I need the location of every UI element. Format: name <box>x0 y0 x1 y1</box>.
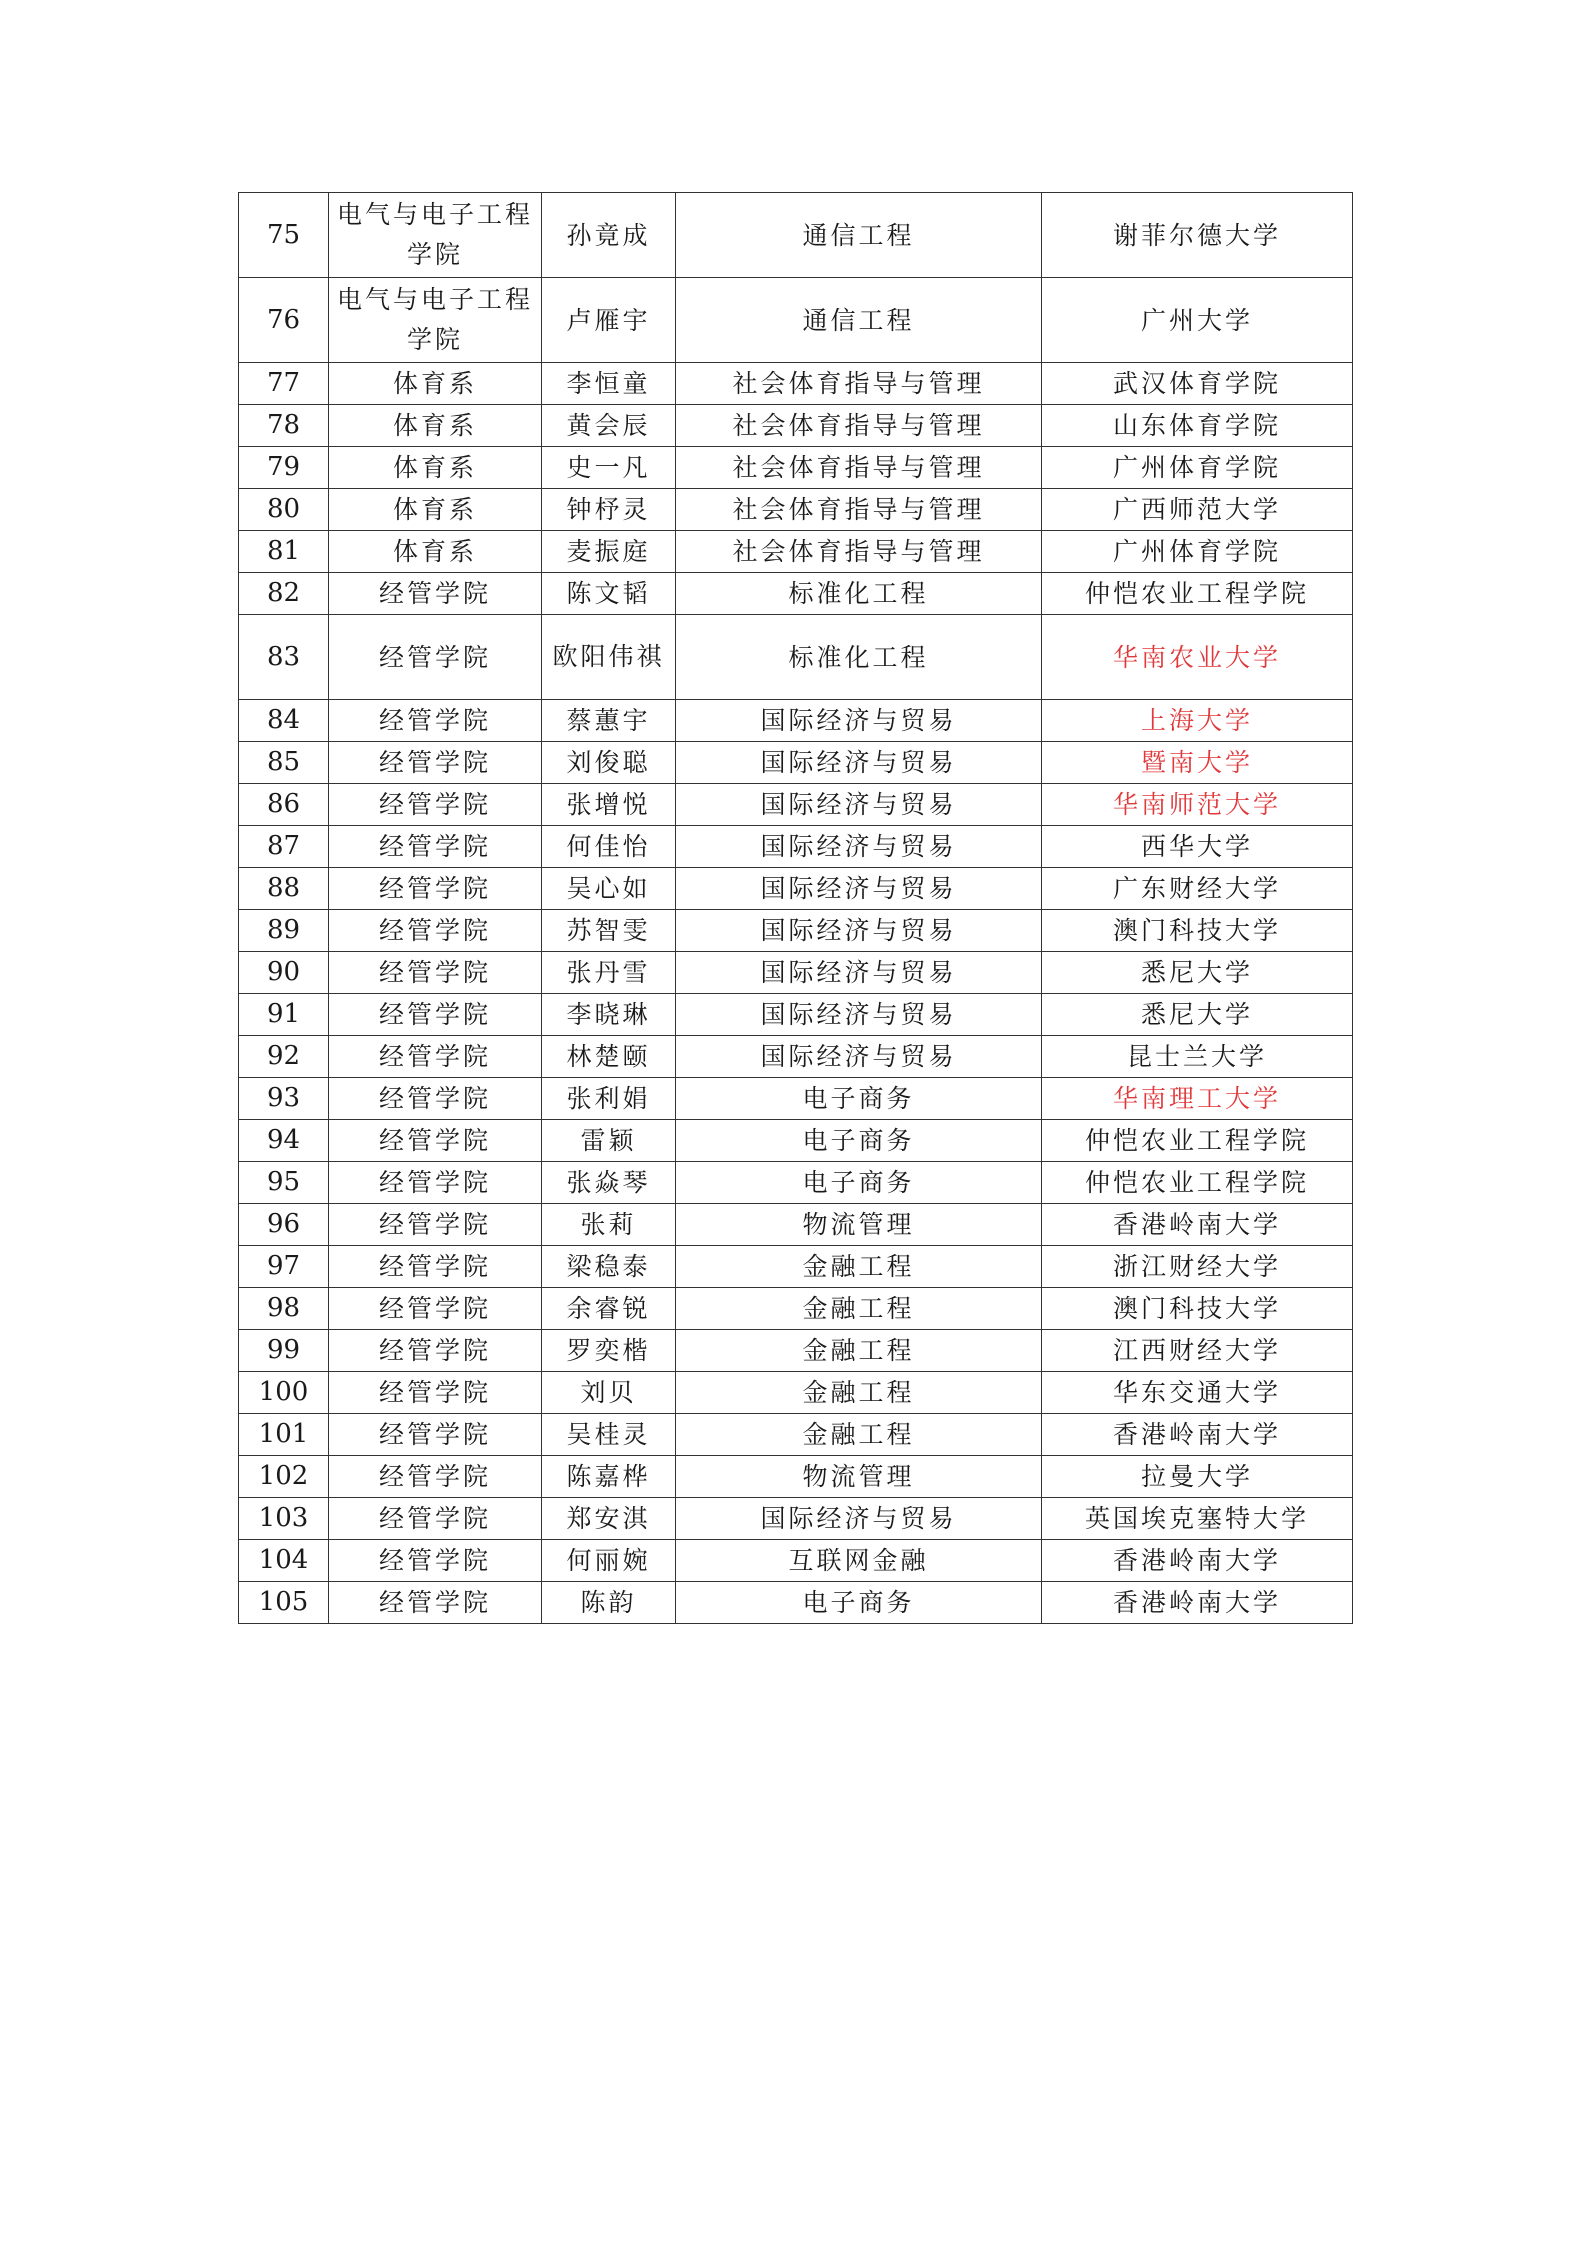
university-cell: 悉尼大学 <box>1042 952 1353 994</box>
table-row <box>239 1204 1353 1246</box>
university-cell: 广州体育学院 <box>1042 447 1353 489</box>
student-name-cell: 刘贝 <box>542 1372 676 1414</box>
student-name-cell: 钟杼灵 <box>542 489 676 531</box>
college-cell: 体育系 <box>329 363 542 405</box>
college-cell: 经管学院 <box>329 1582 542 1624</box>
university-cell: 广州大学 <box>1042 278 1353 363</box>
major-cell: 金融工程 <box>676 1414 1042 1456</box>
table-row <box>239 826 1353 868</box>
major-cell: 社会体育指导与管理 <box>676 405 1042 447</box>
table-row <box>239 1498 1353 1540</box>
row-number-cell: 78 <box>239 405 329 447</box>
table-row <box>239 193 1353 278</box>
table-row <box>239 1582 1353 1624</box>
table-row <box>239 994 1353 1036</box>
major-cell: 通信工程 <box>676 193 1042 278</box>
college-cell: 经管学院 <box>329 1036 542 1078</box>
university-cell: 仲恺农业工程学院 <box>1042 1120 1353 1162</box>
university-cell: 山东体育学院 <box>1042 405 1353 447</box>
major-cell: 国际经济与贸易 <box>676 742 1042 784</box>
university-cell: 拉曼大学 <box>1042 1456 1353 1498</box>
university-cell: 澳门科技大学 <box>1042 910 1353 952</box>
college-cell: 经管学院 <box>329 1288 542 1330</box>
major-cell: 国际经济与贸易 <box>676 868 1042 910</box>
row-number-cell: 76 <box>239 278 329 363</box>
college-cell: 经管学院 <box>329 1498 542 1540</box>
student-name-cell: 张利娟 <box>542 1078 676 1120</box>
major-cell: 国际经济与贸易 <box>676 952 1042 994</box>
major-cell: 金融工程 <box>676 1288 1042 1330</box>
table-row <box>239 531 1353 573</box>
college-cell: 经管学院 <box>329 952 542 994</box>
major-cell: 标准化工程 <box>676 573 1042 615</box>
college-cell: 经管学院 <box>329 1372 542 1414</box>
college-cell: 经管学院 <box>329 784 542 826</box>
student-name-cell: 蔡蕙宇 <box>542 700 676 742</box>
student-name-cell: 何佳怡 <box>542 826 676 868</box>
admission-table <box>238 192 1353 1624</box>
college-cell: 经管学院 <box>329 1078 542 1120</box>
major-cell: 标准化工程 <box>676 615 1042 700</box>
college-cell: 经管学院 <box>329 868 542 910</box>
row-number-cell: 82 <box>239 573 329 615</box>
row-number-cell: 75 <box>239 193 329 278</box>
student-name-cell: 吴心如 <box>542 868 676 910</box>
college-cell: 经管学院 <box>329 742 542 784</box>
major-cell: 电子商务 <box>676 1120 1042 1162</box>
university-cell: 香港岭南大学 <box>1042 1414 1353 1456</box>
row-number-cell: 105 <box>239 1582 329 1624</box>
college-cell: 经管学院 <box>329 1204 542 1246</box>
university-cell: 浙江财经大学 <box>1042 1246 1353 1288</box>
row-number-cell: 98 <box>239 1288 329 1330</box>
major-cell: 互联网金融 <box>676 1540 1042 1582</box>
college-cell: 经管学院 <box>329 1540 542 1582</box>
table-row <box>239 1330 1353 1372</box>
student-name-cell: 罗奕楷 <box>542 1330 676 1372</box>
university-cell: 华南师范大学 <box>1042 784 1353 826</box>
row-number-cell: 99 <box>239 1330 329 1372</box>
major-cell: 社会体育指导与管理 <box>676 447 1042 489</box>
table-row <box>239 447 1353 489</box>
college-cell: 体育系 <box>329 447 542 489</box>
student-name-cell: 张增悦 <box>542 784 676 826</box>
row-number-cell: 91 <box>239 994 329 1036</box>
college-cell: 经管学院 <box>329 1330 542 1372</box>
table-row <box>239 573 1353 615</box>
row-number-cell: 83 <box>239 615 329 700</box>
college-cell: 体育系 <box>329 531 542 573</box>
college-cell: 经管学院 <box>329 1414 542 1456</box>
row-number-cell: 103 <box>239 1498 329 1540</box>
row-number-cell: 102 <box>239 1456 329 1498</box>
student-name-cell: 何丽婉 <box>542 1540 676 1582</box>
university-cell: 香港岭南大学 <box>1042 1204 1353 1246</box>
student-name-cell: 雷颖 <box>542 1120 676 1162</box>
university-cell: 香港岭南大学 <box>1042 1540 1353 1582</box>
major-cell: 社会体育指导与管理 <box>676 531 1042 573</box>
row-number-cell: 85 <box>239 742 329 784</box>
student-name-cell: 黄会辰 <box>542 405 676 447</box>
row-number-cell: 80 <box>239 489 329 531</box>
row-number-cell: 100 <box>239 1372 329 1414</box>
university-cell: 上海大学 <box>1042 700 1353 742</box>
major-cell: 国际经济与贸易 <box>676 700 1042 742</box>
college-cell: 经管学院 <box>329 700 542 742</box>
university-cell: 悉尼大学 <box>1042 994 1353 1036</box>
student-name-cell: 郑安淇 <box>542 1498 676 1540</box>
table-row <box>239 363 1353 405</box>
table-row <box>239 784 1353 826</box>
student-name-cell: 张焱琴 <box>542 1162 676 1204</box>
table-row <box>239 910 1353 952</box>
table-row <box>239 1456 1353 1498</box>
row-number-cell: 104 <box>239 1540 329 1582</box>
major-cell: 国际经济与贸易 <box>676 994 1042 1036</box>
college-cell: 经管学院 <box>329 826 542 868</box>
table-row <box>239 1162 1353 1204</box>
major-cell: 国际经济与贸易 <box>676 826 1042 868</box>
major-cell: 社会体育指导与管理 <box>676 363 1042 405</box>
table-row <box>239 615 1353 700</box>
table-row <box>239 1288 1353 1330</box>
student-name-cell: 李晓琳 <box>542 994 676 1036</box>
university-cell: 西华大学 <box>1042 826 1353 868</box>
student-name-cell: 余睿锐 <box>542 1288 676 1330</box>
college-cell: 经管学院 <box>329 910 542 952</box>
major-cell: 物流管理 <box>676 1204 1042 1246</box>
row-number-cell: 87 <box>239 826 329 868</box>
major-cell: 电子商务 <box>676 1162 1042 1204</box>
major-cell: 国际经济与贸易 <box>676 910 1042 952</box>
university-cell: 仲恺农业工程学院 <box>1042 573 1353 615</box>
row-number-cell: 84 <box>239 700 329 742</box>
table-row <box>239 952 1353 994</box>
table-row <box>239 405 1353 447</box>
major-cell: 金融工程 <box>676 1372 1042 1414</box>
student-name-cell: 林楚颐 <box>542 1036 676 1078</box>
university-cell: 广西师范大学 <box>1042 489 1353 531</box>
table-row <box>239 1078 1353 1120</box>
row-number-cell: 90 <box>239 952 329 994</box>
major-cell: 通信工程 <box>676 278 1042 363</box>
row-number-cell: 95 <box>239 1162 329 1204</box>
college-cell: 经管学院 <box>329 1456 542 1498</box>
row-number-cell: 94 <box>239 1120 329 1162</box>
college-cell: 经管学院 <box>329 1246 542 1288</box>
student-name-cell: 陈文韬 <box>542 573 676 615</box>
student-name-cell: 张莉 <box>542 1204 676 1246</box>
major-cell: 国际经济与贸易 <box>676 1036 1042 1078</box>
student-name-cell: 史一凡 <box>542 447 676 489</box>
student-name-cell: 陈韵 <box>542 1582 676 1624</box>
university-cell: 武汉体育学院 <box>1042 363 1353 405</box>
college-cell: 电气与电子工程学院 <box>329 193 542 278</box>
student-name-cell: 张丹雪 <box>542 952 676 994</box>
university-cell: 香港岭南大学 <box>1042 1582 1353 1624</box>
student-name-cell: 刘俊聪 <box>542 742 676 784</box>
college-cell: 体育系 <box>329 489 542 531</box>
table-row <box>239 868 1353 910</box>
university-cell: 昆士兰大学 <box>1042 1036 1353 1078</box>
table-row <box>239 700 1353 742</box>
table-row <box>239 489 1353 531</box>
university-cell: 江西财经大学 <box>1042 1330 1353 1372</box>
major-cell: 国际经济与贸易 <box>676 1498 1042 1540</box>
college-cell: 经管学院 <box>329 615 542 700</box>
major-cell: 电子商务 <box>676 1582 1042 1624</box>
table-row <box>239 1120 1353 1162</box>
college-cell: 经管学院 <box>329 573 542 615</box>
major-cell: 社会体育指导与管理 <box>676 489 1042 531</box>
university-cell: 广州体育学院 <box>1042 531 1353 573</box>
university-cell: 华东交通大学 <box>1042 1372 1353 1414</box>
table-row <box>239 278 1353 363</box>
row-number-cell: 81 <box>239 531 329 573</box>
table-row <box>239 1540 1353 1582</box>
student-name-cell: 孙竟成 <box>542 193 676 278</box>
row-number-cell: 92 <box>239 1036 329 1078</box>
row-number-cell: 93 <box>239 1078 329 1120</box>
student-name-cell: 欧阳伟祺 <box>542 615 676 700</box>
table-row <box>239 1414 1353 1456</box>
major-cell: 物流管理 <box>676 1456 1042 1498</box>
student-name-cell: 李恒童 <box>542 363 676 405</box>
student-name-cell: 吴桂灵 <box>542 1414 676 1456</box>
student-name-cell: 苏智雯 <box>542 910 676 952</box>
university-cell: 华南农业大学 <box>1042 615 1353 700</box>
university-cell: 仲恺农业工程学院 <box>1042 1162 1353 1204</box>
university-cell: 暨南大学 <box>1042 742 1353 784</box>
student-name-cell: 卢雁宇 <box>542 278 676 363</box>
row-number-cell: 97 <box>239 1246 329 1288</box>
table-row <box>239 1036 1353 1078</box>
college-cell: 电气与电子工程学院 <box>329 278 542 363</box>
student-name-cell: 麦振庭 <box>542 531 676 573</box>
university-cell: 谢菲尔德大学 <box>1042 193 1353 278</box>
admission-table-body <box>239 193 1353 1624</box>
table-row <box>239 1372 1353 1414</box>
student-name-cell: 梁稳泰 <box>542 1246 676 1288</box>
university-cell: 英国埃克塞特大学 <box>1042 1498 1353 1540</box>
university-cell: 广东财经大学 <box>1042 868 1353 910</box>
university-cell: 华南理工大学 <box>1042 1078 1353 1120</box>
table-row <box>239 742 1353 784</box>
row-number-cell: 96 <box>239 1204 329 1246</box>
row-number-cell: 79 <box>239 447 329 489</box>
row-number-cell: 88 <box>239 868 329 910</box>
college-cell: 经管学院 <box>329 1120 542 1162</box>
row-number-cell: 101 <box>239 1414 329 1456</box>
college-cell: 经管学院 <box>329 994 542 1036</box>
major-cell: 电子商务 <box>676 1078 1042 1120</box>
major-cell: 金融工程 <box>676 1330 1042 1372</box>
college-cell: 经管学院 <box>329 1162 542 1204</box>
student-name-cell: 陈嘉桦 <box>542 1456 676 1498</box>
row-number-cell: 77 <box>239 363 329 405</box>
row-number-cell: 86 <box>239 784 329 826</box>
row-number-cell: 89 <box>239 910 329 952</box>
university-cell: 澳门科技大学 <box>1042 1288 1353 1330</box>
college-cell: 体育系 <box>329 405 542 447</box>
major-cell: 金融工程 <box>676 1246 1042 1288</box>
table-row <box>239 1246 1353 1288</box>
major-cell: 国际经济与贸易 <box>676 784 1042 826</box>
